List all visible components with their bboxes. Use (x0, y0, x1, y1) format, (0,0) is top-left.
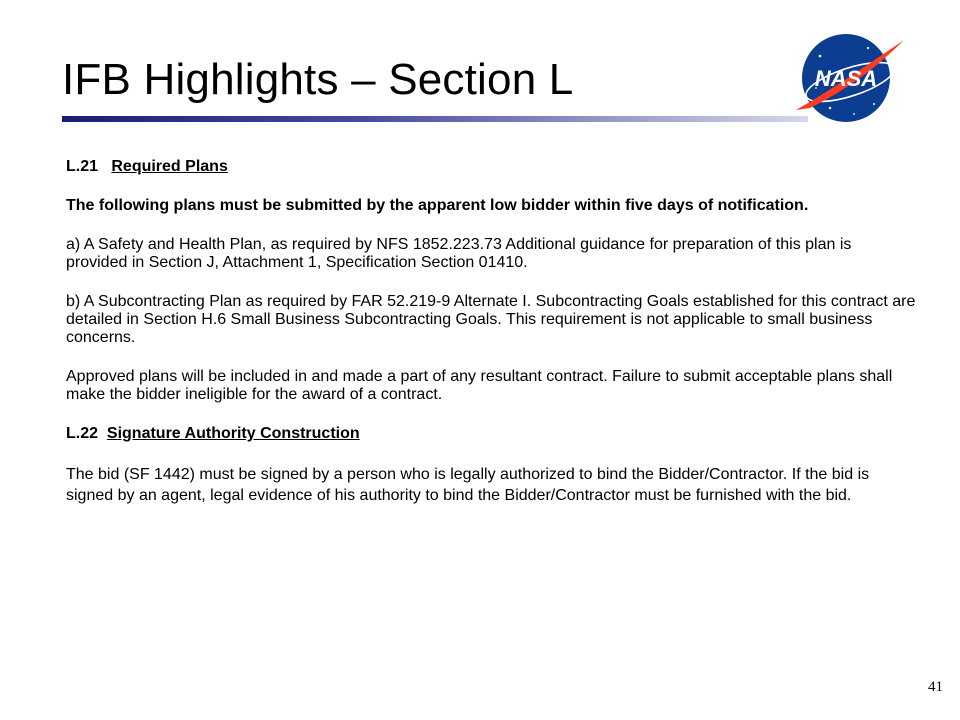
slide-title: IFB Highlights – Section L (62, 55, 574, 104)
page-number: 41 (928, 679, 943, 695)
section-l21-approval: Approved plans will be included in and made a part of any resultant contract. Failure to submit acceptable plans shall make the bidder ineligible for the award of a contract. (66, 368, 893, 403)
section-l22-heading (66, 425, 916, 443)
logo-wordmark: NASA (814, 66, 878, 91)
slide-content (66, 158, 916, 506)
section-l21-item-b: b) A Subcontracting Plan as required by FAR 52.219-9 Alternate I. Subcontracting Goals established for this contract are detailed in Section H.6 Small Business Subcontracting Goals. This requirement is not applicable to small business concerns. (66, 293, 916, 346)
section-l21-number: L.21 (66, 158, 99, 175)
section-l21-heading (66, 158, 916, 176)
section-l22-number: L.22 (66, 425, 99, 442)
section-l21-title: Required Plans (111, 158, 228, 175)
section-l22-title: Signature Authority Construction (106, 425, 360, 442)
title-underline-bar (62, 116, 808, 122)
section-l21-intro: The following plans must be submitted by the apparent low bidder within five days of notification. (66, 197, 809, 214)
nasa-logo-icon (790, 26, 908, 130)
section-l21-item-a: a) A Safety and Health Plan, as required by NFS 1852.223.73 Additional guidance for preparation of this plan is provided in Section J, Attachment 1, Specification Section 01410. (66, 236, 852, 271)
section-l22-body: The bid (SF 1442) must be signed by a person who is legally authorized to bind the Bidder/Contractor. If the bid is signed by an agent, legal evidence of his authority to bind the Bidder/Contractor must be furnished with the bid. (66, 466, 870, 504)
